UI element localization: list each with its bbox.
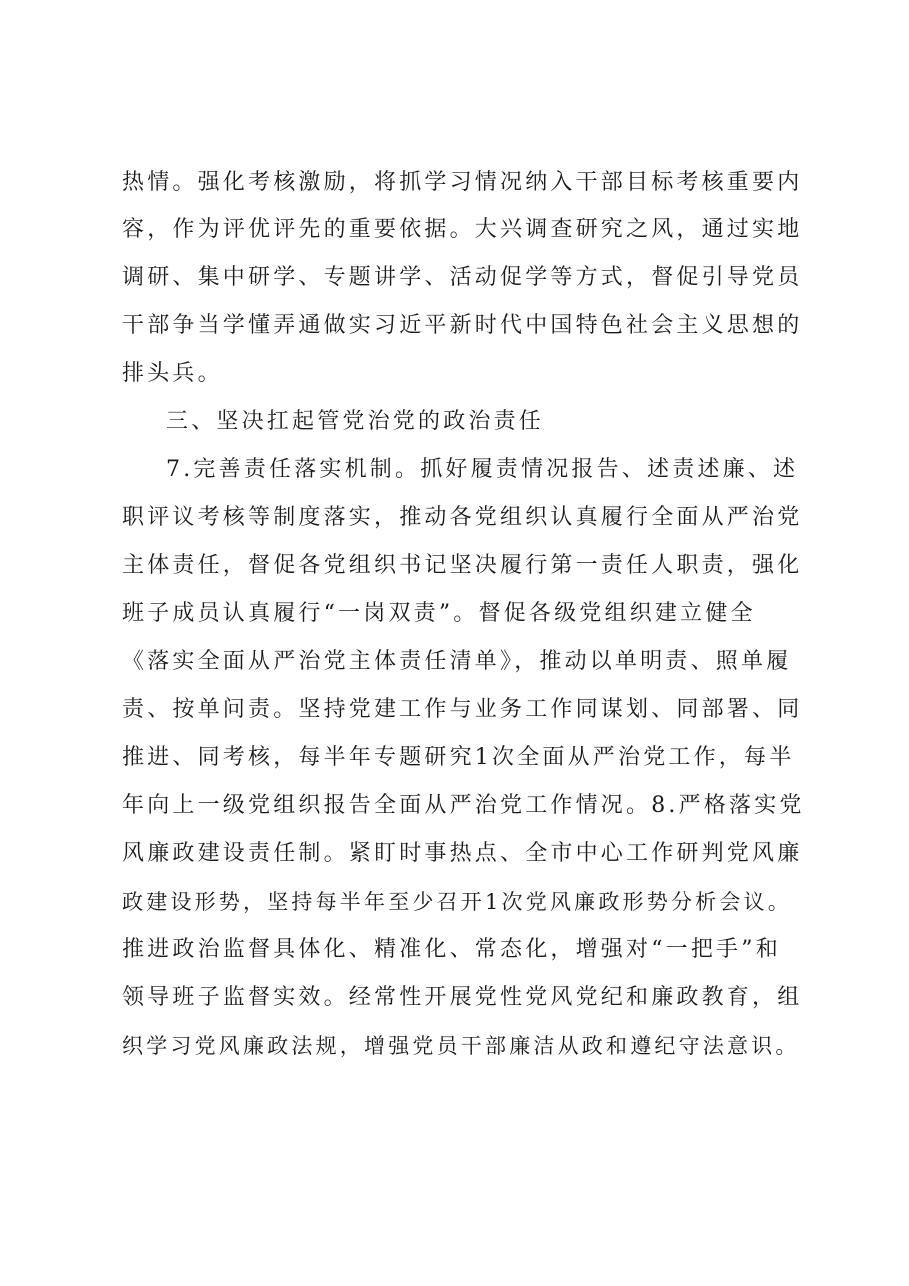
- text-line: 主体责任，督促各党组织书记坚决履行第一责任人职责，强化: [122, 553, 803, 578]
- text-line: 推进政治监督具体化、精准化、常态化，增强对“一把手”和: [122, 937, 781, 962]
- text-line: 热情。强化考核激励，将抓学习情况纳入干部目标考核重要内: [122, 170, 803, 195]
- text-line: 责、按单问责。坚持党建工作与业务工作同谋划、同部署、同: [122, 697, 803, 722]
- text-line: 班子成员认真履行“一岗双责”。督促各级党组织建立健全: [122, 601, 756, 626]
- text-line: 干部争当学懂弄通做实习近平新时代中国特色社会主义思想的: [122, 313, 803, 338]
- text-line: 推进、同考核，每半年专题研究1次全面从严治党工作，每半: [122, 745, 795, 770]
- text-line: 领导班子监督实效。经常性开展党性党风党纪和廉政教育，组: [122, 985, 803, 1010]
- text-line: 《落实全面从严治党主体责任清单》，推动以单明责、照单履: [122, 649, 792, 674]
- text-line: 年向上一级党组织报告全面从严治党工作情况。8.严格落实党: [122, 793, 805, 818]
- text-line: 政建设形势，坚持每半年至少召开1次党风廉政形势分析会议。: [122, 890, 792, 914]
- text-line: 7.完善责任落实机制。抓好履责情况报告、述责述廉、述: [166, 457, 799, 482]
- text-line: 织学习党风廉政法规，增强党员干部廉洁从政和遵纪守法意识。: [122, 1034, 800, 1058]
- text-line: 排头兵。: [122, 361, 223, 386]
- text-line: 职评议考核等制度落实，推动各党组织认真履行全面从严治党: [122, 505, 803, 530]
- text-line: 风廉政建设责任制。紧盯时事热点、全市中心工作研判党风廉: [122, 841, 803, 866]
- section-heading: 三、坚决扛起管党治党的政治责任: [166, 409, 545, 434]
- text-line: 调研、集中研学、专题讲学、活动促学等方式，督促引导党员: [122, 265, 803, 290]
- text-line: 容，作为评优评先的重要依据。大兴调查研究之风，通过实地: [122, 217, 803, 242]
